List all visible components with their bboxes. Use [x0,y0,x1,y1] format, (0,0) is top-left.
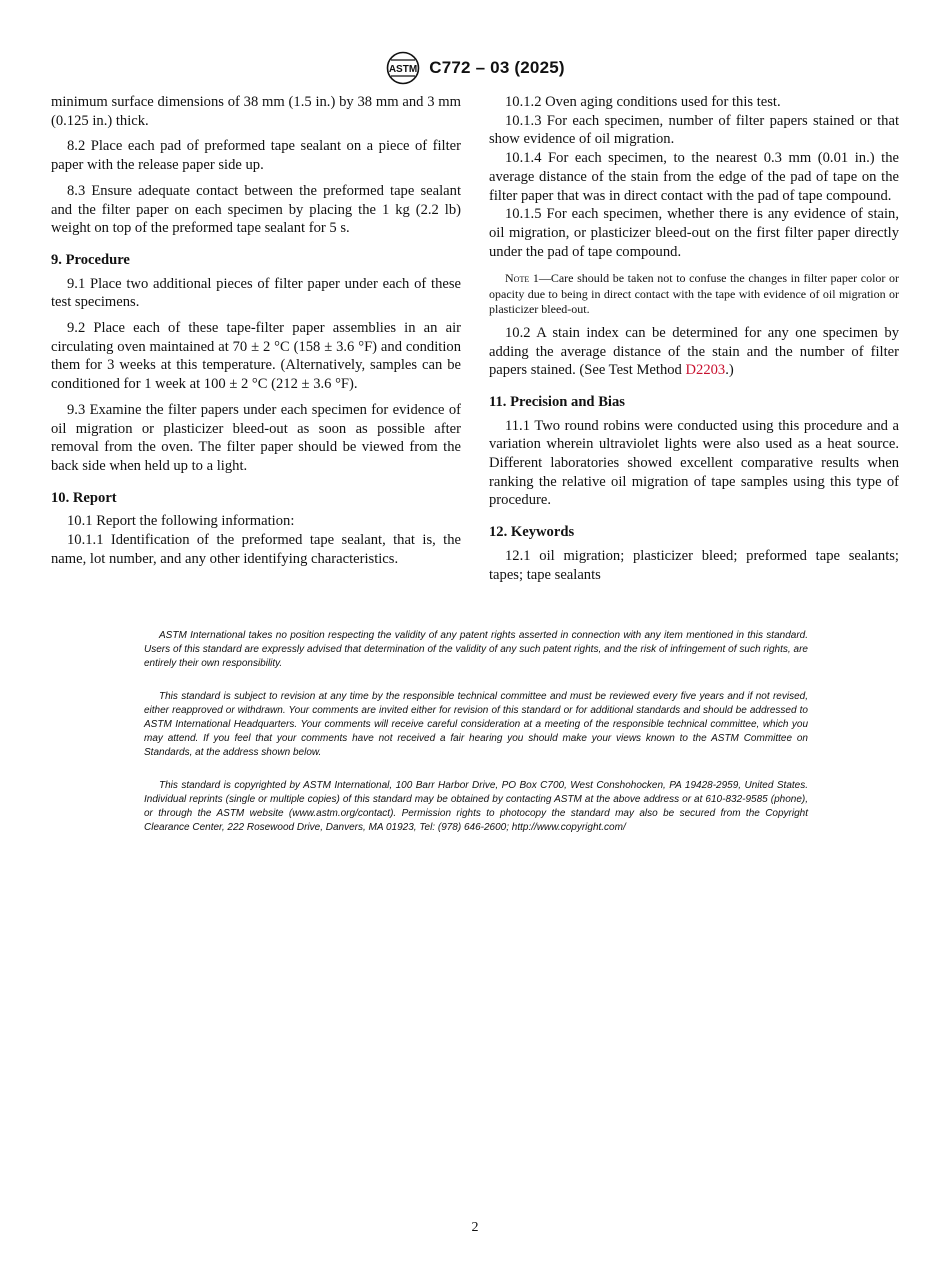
reference-link-d2203[interactable]: D2203 [685,362,726,379]
paragraph-11-1: 11.1 Two round robins were conducted using this procedure and a variation wherein ultraviolet lights were also used as a heat source. Different laboratories showed excellent comparative results when ranking the relative oil migration of tape samples using this type of procedure. [489,417,899,509]
disclaimer-revision [144,690,808,760]
section-heading-precision-bias: 11. Precision and Bias [489,393,625,410]
astm-logo-icon [385,51,421,85]
paragraph-8-3: 8.3 Ensure adequate contact between the preformed tape sealant and the filter paper on each specimen by placing the 1 kg (2.2 lb) weight on top of the preformed tape sealant for 5 s. [51,182,461,237]
paragraph-8-1-continued: minimum surface dimensions of 38 mm (1.5 in.) by 38 mm and 3 mm (0.125 in.) thick. [51,94,461,129]
disclaimer-copyright [144,779,808,835]
right-column [489,93,899,584]
paragraph-10-1-5: 10.1.5 For each specimen, whether there is any evidence of stain, oil migration, or plasticizer bleed-out on the first filter paper directly under the pad of tape compound. [489,206,899,260]
page-number: 2 [471,1220,479,1235]
paragraph-10-1-1: 10.1.1 Identification of the preformed tape sealant, that is, the name, lot number, and any other identifying characteristics. [51,532,461,567]
disclaimer-revision-text: This standard is subject to revision at any time by the responsible technical committee and must be reviewed every five years and if not revised, either reapproved or withdrawn. Your comments are invited either for revision of this standard or for additional standards and should be addressed to ASTM International Headquarters. Your comments will receive careful consideration at a meeting of the responsible technical committee, which you may attend. If you feel that your comments have not received a fair hearing you should make your views known to the ASTM Committee on Standards, at the address shown below. [144,691,808,758]
paragraph-9-3: 9.3 Examine the filter papers under each specimen for evidence of oil migration or plasticizer bleed-out as soon as possible after removal from the oven. The filter paper should be viewed from the back side when held up to a light. [51,401,461,474]
paragraph-10-1-3: 10.1.3 For each specimen, number of filter papers stained or that show evidence of oil migration. [489,112,899,148]
paragraph-12-1: 12.1 oil migration; plasticizer bleed; preformed tape sealants; tapes; tape sealants [489,547,899,583]
paragraph-9-2: 9.2 Place each of these tape-filter paper assemblies in an air circulating oven maintained at 70 ± 2 °C (158 ± 3.6 °F) and condition them for 3 weeks at this temperature. (Alternatively, samples can be conditioned for 1 week at 100 ± 2 °C (212 ± 3.6 °F). [51,320,461,393]
note-label: Note 1 [505,271,539,286]
page-header [0,50,950,86]
paragraph-10-1-2: 10.1.2 Oven aging conditions used for this test. [505,94,781,110]
section-heading-procedure: 9. Procedure [51,251,130,268]
paragraph-9-1: 9.1 Place two additional pieces of filter paper under each of these test specimens. [51,275,461,311]
left-column [51,93,461,568]
paragraph-10-2-end: .) [725,362,734,379]
paragraph-10-1-4: 10.1.4 For each specimen, to the nearest 0.3 mm (0.01 in.) the average distance of the stain from the edge of the pad of tape on the filter paper that was in direct contact with the pad of tape compound. [489,150,899,204]
disclaimer-copyright-text: This standard is copyrighted by ASTM International, 100 Barr Harbor Drive, PO Box C700, West Conshohocken, PA 19428-2959, United States. Individual reprints (single or multiple copies) of this standard may be obtained by contacting ASTM at the above address or at 610-832-9585 (phone), or through the ASTM website (www.astm.org/contact). Permission rights to photocopy the standard may also be secured from the Copyright Clearance Center, 222 Rosewood Drive, Danvers, MA 01923, Tel: (978) 646-2600; http://www.copyright.com/ [144,780,808,833]
logo-text: ASTM [389,64,418,75]
document-designation: C772 – 03 (2025) [429,58,565,77]
paragraph-10-2 [489,324,899,380]
paragraph-10-1: 10.1 Report the following information: [67,513,295,530]
section-heading-report: 10. Report [51,489,117,506]
disclaimer-patent-text: ASTM International takes no position respecting the validity of any patent rights asserted in connection with any item mentioned in this standard. Users of this standard are expressly advised that determination of the validity of any such patent rights, and the risk of infringement of such rights, are entirely their own responsibility. [144,630,808,669]
paragraph-10-2-text: 10.2 A stain index can be determined for any one specimen by adding the average distance of the stain and the number of filter papers stained. (See Test Method [489,324,899,379]
section-heading-keywords: 12. Keywords [489,524,575,541]
disclaimer-patent [144,629,808,671]
note-1 [489,271,899,318]
paragraph-8-2: 8.2 Place each pad of preformed tape sealant on a piece of filter paper with the release paper side up. [51,138,461,174]
note-text: —Care should be taken not to confuse the changes in filter paper color or opacity due to being in direct contact with the tape with evidence of oil migration or plasticizer bleed-out. [489,271,900,317]
